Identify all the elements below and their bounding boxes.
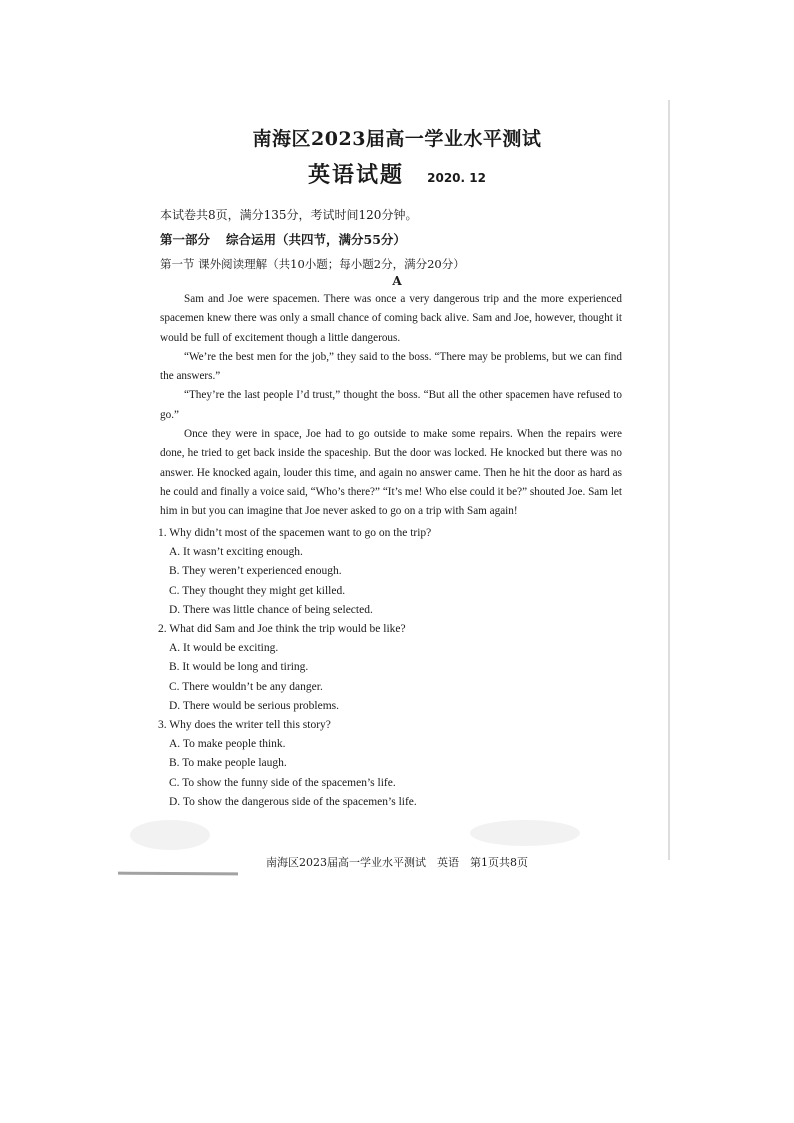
section-heading: 第一节 课外阅读理解（共10小题；每小题2分，满分20分） [160,257,465,271]
question-stem: 3. Why does the writer tell this story? [158,719,331,732]
question-stem: 1. Why didn’t most of the spacemen want to go on the trip? [158,527,432,539]
option-b: B. It would be long and tiring. [169,661,309,674]
reading-passage [160,290,622,522]
question-2 [158,620,628,716]
part-label: 第一部分 [160,232,211,247]
option-a: A. It would be exciting. [169,642,279,655]
option-c: C. To show the funny side of the spacemen’s life. [169,776,396,789]
option-a: A. It wasn’t exciting enough. [169,546,303,559]
passage-paragraph: “They’re the last people I’d trust,” thought the boss. “But all the other spacemen have refused to go.” [160,389,622,421]
scan-smudge [470,820,580,846]
scan-smudge [130,820,210,850]
part-text: 综合运用（共四节，满分55分） [226,232,406,247]
scan-shadow-right [668,100,670,860]
option-c: C. They thought they might get killed. [169,584,346,597]
option-b: B. To make people laugh. [169,757,287,770]
question-1 [158,524,628,620]
subject-title: 英语试题 [308,162,405,188]
option-d: D. To show the dangerous side of the spacemen’s life. [169,795,417,808]
passage-paragraph: Sam and Joe were spacemen. There was once a very dangerous trip and the more experienced spacemen knew there was only a small chance of coming back alive. Sam and Joe, however, thought it would be full of excitement though a little dangerous. [160,293,622,344]
passage-paragraph: Once they were in space, Joe had to go outside to make some repairs. When the repairs were done, he tried to get back inside the spaceship. But the door was locked. He knocked but there was no answer. He knocked again, louder this time, and again no answer came. Then he hit the door as hard as he could and finally a voice said, “Who’s there?” “It’s me! Who else could it be?” shouted Joe. Sam let him in but you can imagine that Joe never asked to go on a trip with Sam again! [160,428,622,518]
option-d: D. There would be serious problems. [169,699,340,712]
exam-info: 本试卷共8页，满分135分，考试时间120分钟。 [160,208,418,222]
exam-date: 2020. 12 [427,170,486,185]
option-a: A. To make people think. [169,738,286,751]
subject-heading [0,158,794,189]
exam-title: 南海区2023届高一学业水平测试 [252,128,542,150]
option-d: D. There was little chance of being selected. [169,603,373,616]
scan-shadow-bottom [118,872,238,876]
passage-paragraph: “We’re the best men for the job,” they said to the boss. “There may be problems, but we can find the answers.” [160,350,622,383]
question-3 [158,716,628,812]
option-c: C. There wouldn’t be any danger. [169,680,323,693]
question-stem: 2. What did Sam and Joe think the trip would be like? [158,623,406,636]
question-list [158,524,628,812]
passage-letter: A [392,274,402,288]
part-heading [160,230,406,248]
option-b: B. They weren’t experienced enough. [169,565,342,578]
page-footer: 南海区2023届高一学业水平测试 英语 第1页共8页 [266,856,528,869]
